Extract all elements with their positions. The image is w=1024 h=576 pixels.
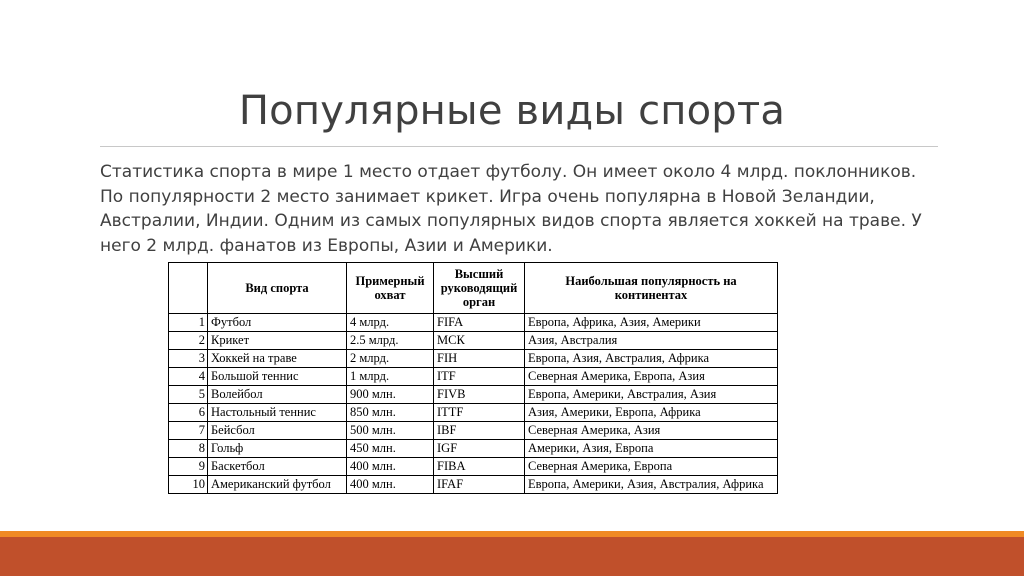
cell-reach: 900 млн. [347, 386, 434, 404]
cell-org: МСК [434, 332, 525, 350]
cell-sport: Американский футбол [208, 476, 347, 494]
cell-sport: Бейсбол [208, 422, 347, 440]
cell-sport: Гольф [208, 440, 347, 458]
table-row [169, 386, 778, 404]
cell-num: 10 [169, 476, 208, 494]
cell-reach: 1 млрд. [347, 368, 434, 386]
sports-table-container [168, 262, 778, 494]
table-header-row [169, 263, 778, 314]
header-num [169, 263, 208, 314]
table-row [169, 404, 778, 422]
cell-org: FIBA [434, 458, 525, 476]
cell-continents: Северная Америка, Европа [525, 458, 778, 476]
cell-org: IFAF [434, 476, 525, 494]
cell-num: 1 [169, 314, 208, 332]
cell-org: ITF [434, 368, 525, 386]
cell-sport: Футбол [208, 314, 347, 332]
cell-reach: 2 млрд. [347, 350, 434, 368]
cell-continents: Азия, Австралия [525, 332, 778, 350]
table-row [169, 458, 778, 476]
cell-num: 5 [169, 386, 208, 404]
table-row [169, 422, 778, 440]
header-reach: Примерный охват [347, 263, 434, 314]
slide-body-text: Статистика спорта в мире 1 место отдает футболу. Он имеет около 4 млрд. поклонников. По популярности 2 место занимает крикет. Игра очень популярна в Новой Зеландии, Австралии, Индии. Одним из самых популярных видов спорта является хоккей на траве. У него 2 млрд. фанатов из Европы, Азии и Америки. [100, 162, 922, 256]
cell-continents: Европа, Америки, Австралия, Азия [525, 386, 778, 404]
cell-org: FIVB [434, 386, 525, 404]
cell-org: FIH [434, 350, 525, 368]
cell-reach: 450 млн. [347, 440, 434, 458]
table-row [169, 476, 778, 494]
table-row [169, 368, 778, 386]
header-sport: Вид спорта [208, 263, 347, 314]
cell-continents: Европа, Америки, Азия, Австралия, Африка [525, 476, 778, 494]
cell-continents: Северная Америка, Европа, Азия [525, 368, 778, 386]
cell-continents: Европа, Азия, Австралия, Африка [525, 350, 778, 368]
title-divider [100, 146, 938, 147]
cell-reach: 850 млн. [347, 404, 434, 422]
cell-sport: Настольный теннис [208, 404, 347, 422]
cell-org: IBF [434, 422, 525, 440]
header-org: Высший руководящий орган [434, 263, 525, 314]
cell-continents: Азия, Америки, Европа, Африка [525, 404, 778, 422]
table-row [169, 332, 778, 350]
cell-reach: 400 млн. [347, 476, 434, 494]
slide-title: Популярные виды спорта [238, 88, 786, 134]
table-row [169, 350, 778, 368]
cell-num: 9 [169, 458, 208, 476]
cell-sport: Баскетбол [208, 458, 347, 476]
table-row [169, 314, 778, 332]
cell-reach: 2.5 млрд. [347, 332, 434, 350]
cell-reach: 500 млн. [347, 422, 434, 440]
header-continents: Наибольшая популярность на континентах [525, 263, 778, 314]
cell-continents: Америки, Азия, Европа [525, 440, 778, 458]
cell-num: 6 [169, 404, 208, 422]
cell-num: 7 [169, 422, 208, 440]
cell-sport: Крикет [208, 332, 347, 350]
table-row [169, 440, 778, 458]
cell-sport: Большой теннис [208, 368, 347, 386]
cell-reach: 4 млрд. [347, 314, 434, 332]
cell-num: 8 [169, 440, 208, 458]
cell-continents: Северная Америка, Азия [525, 422, 778, 440]
cell-org: FIFA [434, 314, 525, 332]
cell-org: IGF [434, 440, 525, 458]
cell-sport: Волейбол [208, 386, 347, 404]
accent-bar-thick [0, 537, 1024, 576]
cell-num: 2 [169, 332, 208, 350]
cell-sport: Хоккей на траве [208, 350, 347, 368]
cell-num: 3 [169, 350, 208, 368]
cell-reach: 400 млн. [347, 458, 434, 476]
cell-org: ITTF [434, 404, 525, 422]
cell-num: 4 [169, 368, 208, 386]
cell-continents: Европа, Африка, Азия, Америки [525, 314, 778, 332]
sports-table [168, 262, 778, 494]
